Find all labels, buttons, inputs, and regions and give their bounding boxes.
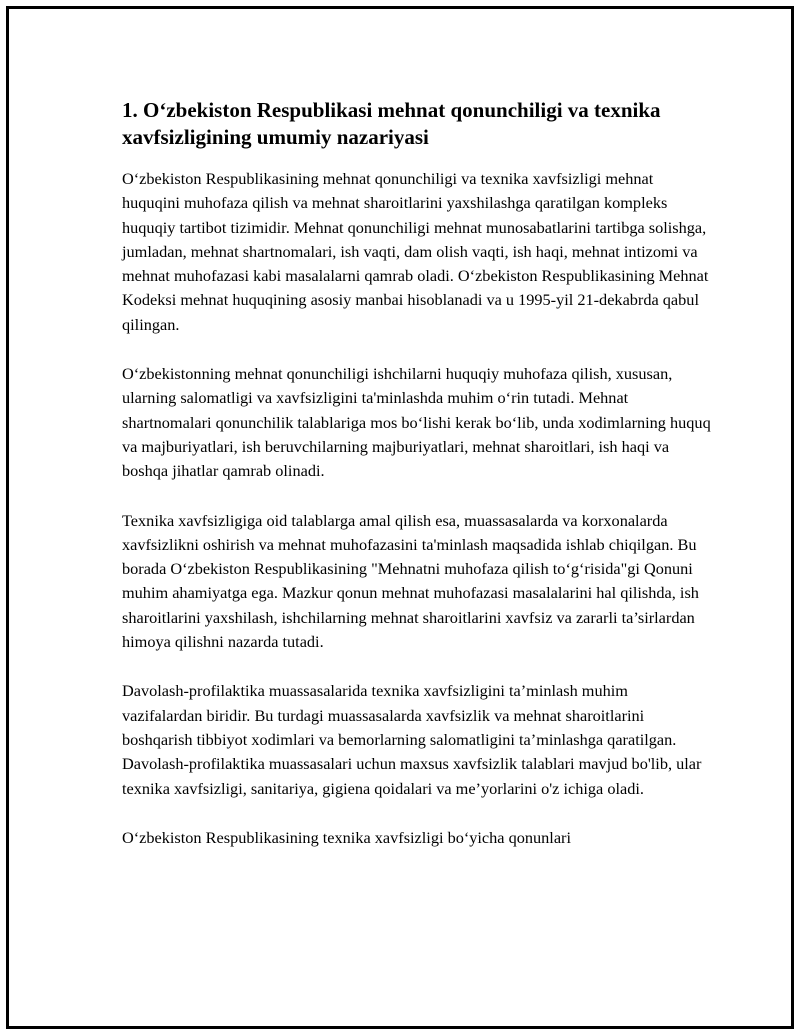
section-title: 1. O‘zbekiston Respublikasi mehnat qonunchiligi va texnika xavfsizligining umumiy nazariyasi: [122, 98, 661, 149]
paragraph-5: O‘zbekiston Respublikasining texnika xavfsizligi bo‘yicha qonunlari: [122, 827, 571, 847]
document-body: [122, 97, 712, 875]
paragraph-4: Davolash-profilaktika muassasalarida texnika xavfsizligini ta’minlash muhim vazifalardan biridir. Bu turdagi muassasalarda xavfsizlik va mehnat sharoitlarini boshqarish tibbiyot xodimlari va bemorlarning salomatligini ta’minlashga qaratilgan. Davolash-profilaktika muassasalari uchun maxsus xavfsizlik talablari mavjud bo'lib, ular texnika xavfsizligi, sanitariya, gigiena qoidalari va me’yorlarini o'z ichiga oladi.: [122, 681, 702, 798]
paragraph-3: Texnika xavfsizligiga oid talablarga amal qilish esa, muassasalarda va korxonalarda xavfsizlikni oshirish va mehnat muhofazasini ta'minlash maqsadida ishlab chiqilgan. Bu borada O‘zbekiston Respublikasining "Mehnatni muhofaza qilish to‘g‘risida"gi Qonuni muhim ahamiyatga ega. Mazkur qonun mehnat muhofazasi masalalarini hal qilishda, ish sharoitlarini yaxshilash, ishchilarning mehnat sharoitlarini xavfsiz va zararli ta’sirlardan himoya qilishni nazarda tutadi.: [122, 510, 699, 652]
document-page: [6, 6, 794, 1029]
paragraph-1: O‘zbekiston Respublikasining mehnat qonunchiligi va texnika xavfsizligi mehnat huquqini muhofaza qilish va mehnat sharoitlarini yaxshilashga qaratilgan kompleks huquqiy tartibot tizimidir. Mehnat qonunchiligi mehnat munosabatlarini tartibga solishga, jumladan, mehnat shartnomalari, ish vaqti, dam olish vaqti, ish haqi, mehnat intizomi va mehnat muhofazasi kabi masalalarni qamrab oladi. O‘zbekiston Respublikasining Mehnat Kodeksi mehnat huquqining asosiy manbai hisoblanadi va u 1995-yil 21-dekabrda qabul qilingan.: [122, 169, 709, 334]
paragraph-2: O‘zbekistonning mehnat qonunchiligi ishchilarni huquqiy muhofaza qilish, xususan, ularning salomatligi va xavfsizligini ta'minlashda muhim o‘rin tutadi. Mehnat shartnomalari qonunchilik talablariga mos bo‘lishi kerak bo‘lib, unda xodimlarning huquq va majburiyatlari, ish beruvchilarning majburiyatlari, mehnat sharoitlari, ish haqi va boshqa jihatlar qamrab olinadi.: [122, 364, 711, 481]
